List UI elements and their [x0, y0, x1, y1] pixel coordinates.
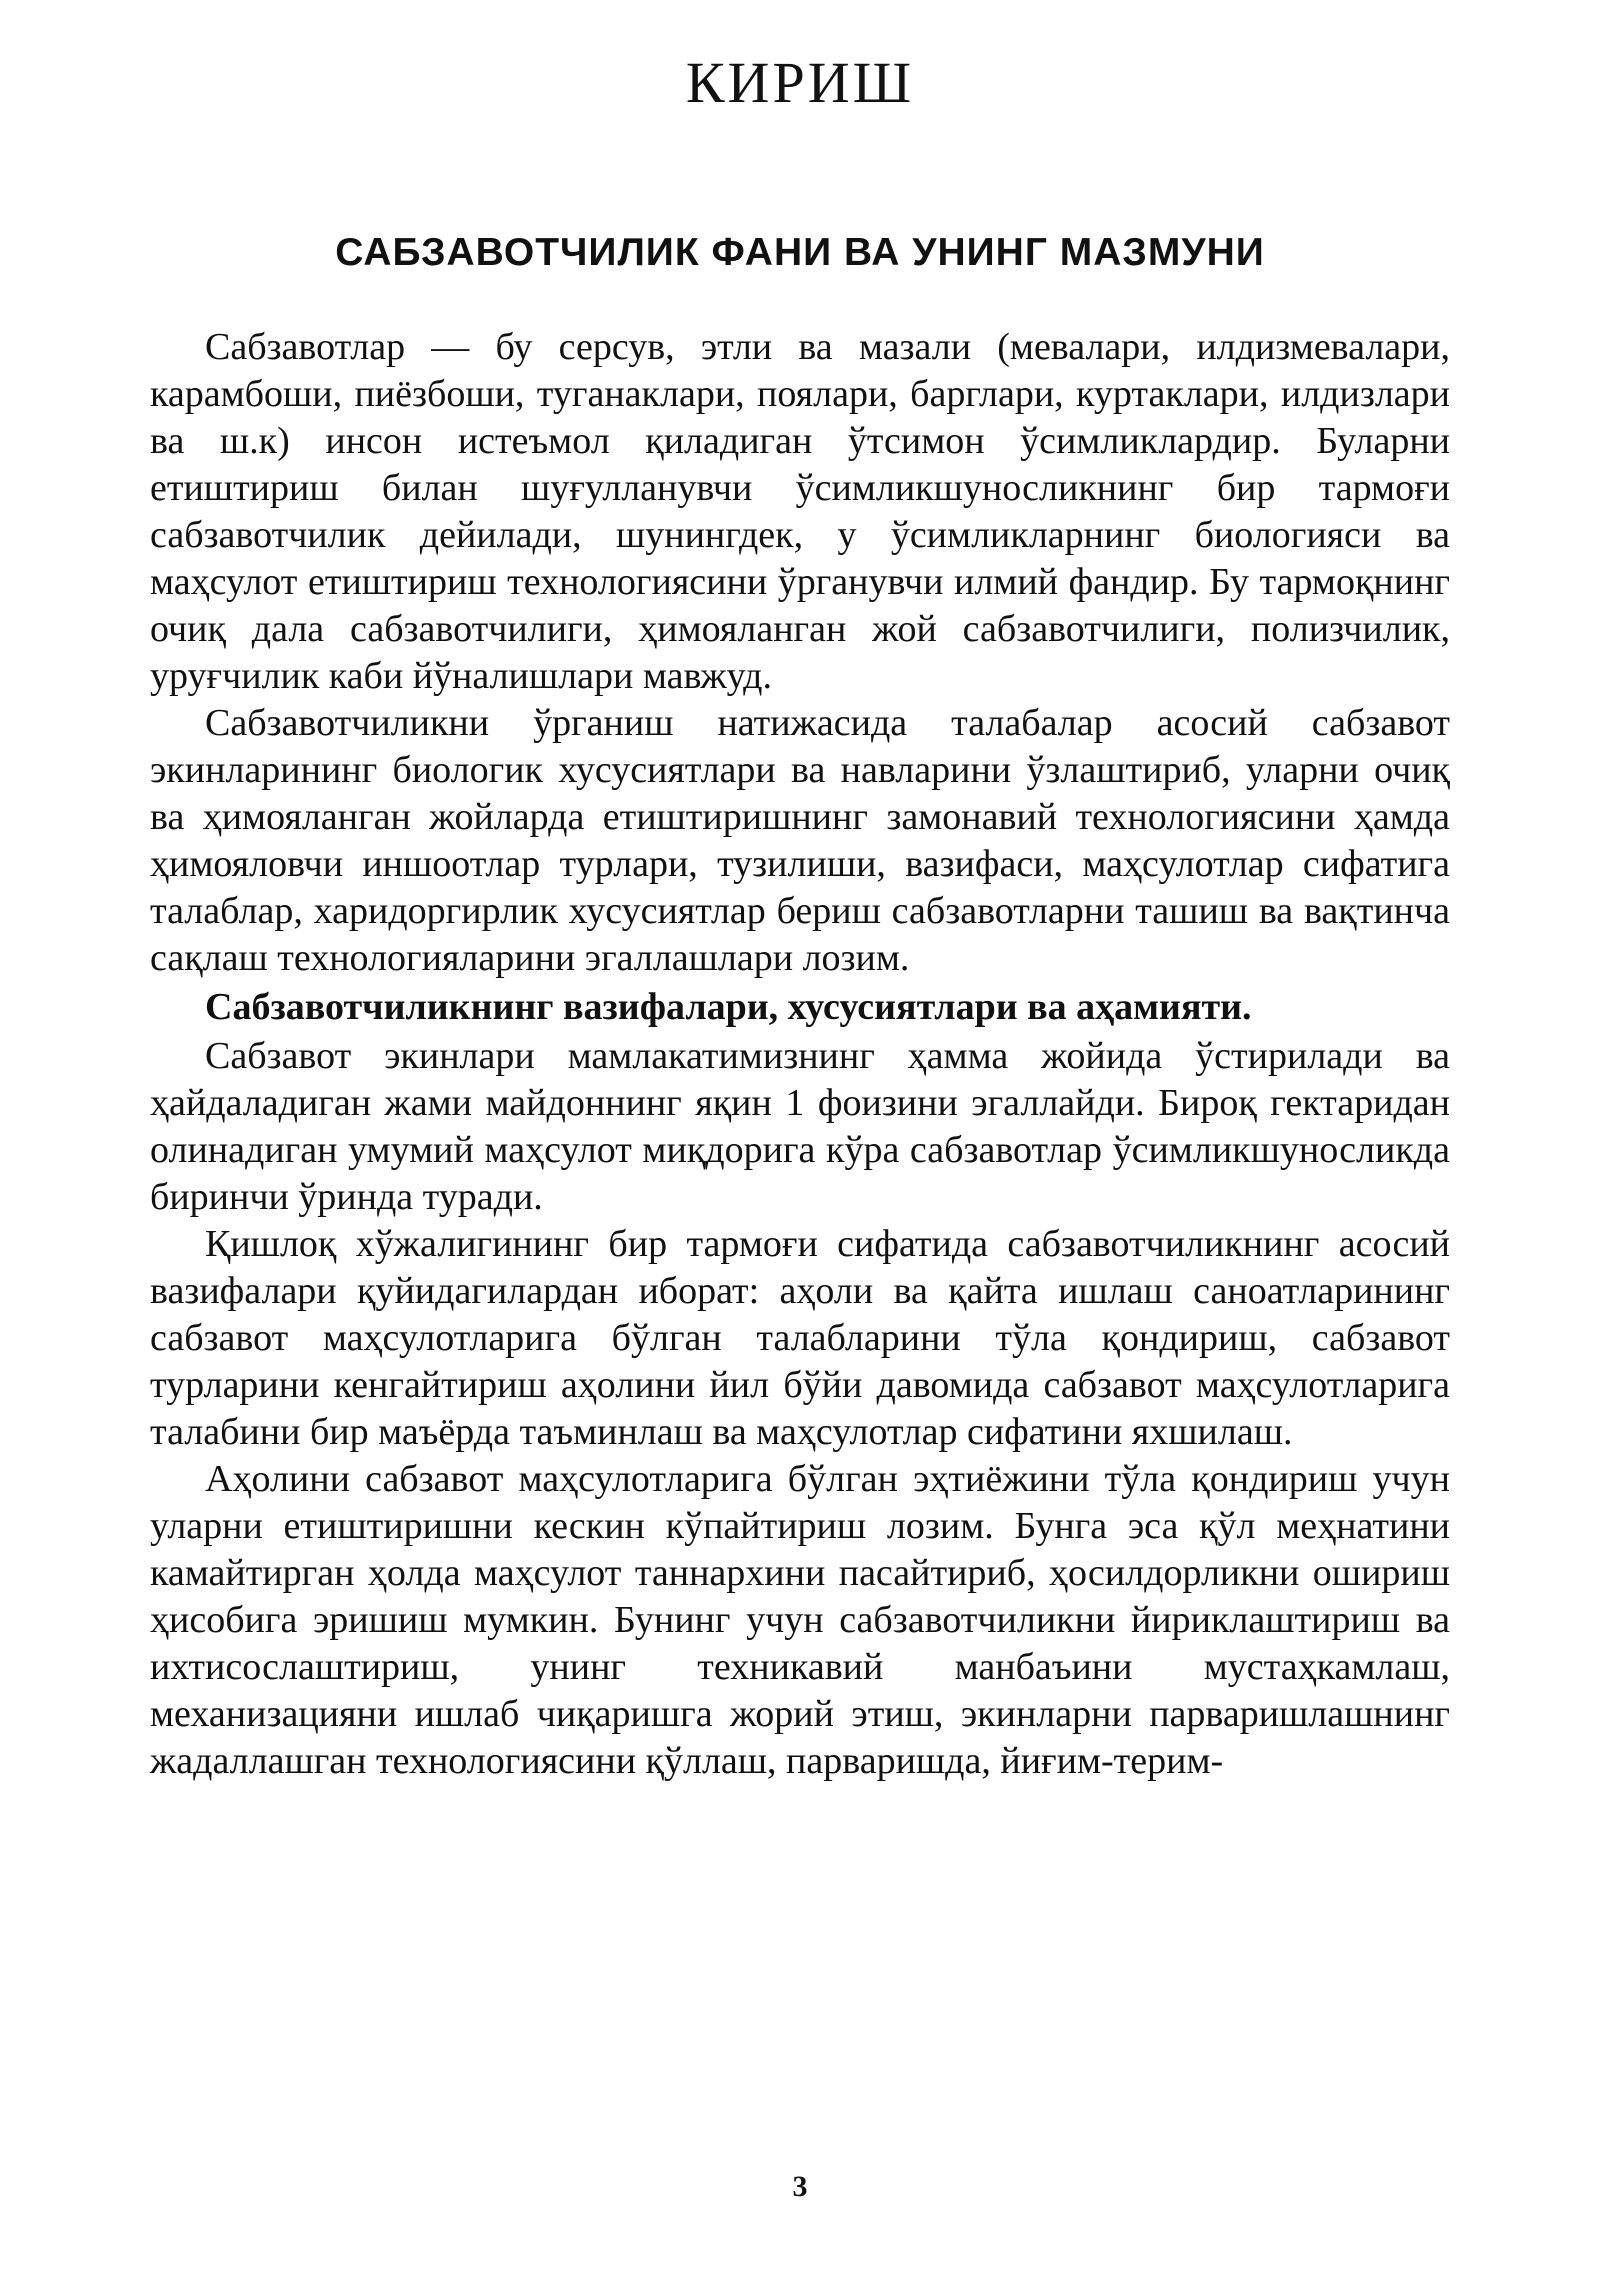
section-title: САБЗАВОТЧИЛИК ФАНИ ВА УНИНГ МАЗМУНИ	[335, 231, 1265, 274]
paragraph-intro: Сабзавотлар — бу серсув, этли ва мазали (мевалари, илдизмевалари, карамбоши, пиёзбоши, туганаклари, поялари, барглари, куртаклари, илдизлари ва ш.к) инсон истеъмол қиладиган ўтсимон ўсимликлардир. Буларни етиштириш билан шуғулланувчи ўсимликшуносликнинг бир тармоғи сабзавотчилик дейилади, шунингдек, у ўсимликларнинг биологияси ва маҳсулот етиштириш технологиясини ўрганувчи илмий фандир. Бу тармоқнинг очиқ дала сабзавотчилиги, ҳимояланган жой сабзавотчилиги, полизчилик, уруғчилик каби йўналишлари мавжуд.	[150, 326, 1450, 697]
subheading-tasks: Сабзавотчиликнинг вазифалари, хусусиятлари ва аҳамияти.	[205, 986, 1252, 1028]
page-number: 3	[792, 2170, 808, 2203]
paragraph-main-tasks: Қишлоқ хўжалигининг бир тармоғи сифатида сабзавотчиликнинг асосий вазифалари қуйидагилардан иборат: аҳоли ва қайта ишлаш саноатларининг сабзавот маҳсулотларига бўлган талабларини тўла қондириш, сабзавот турларини кенгайтириш аҳолини йил бўйи давомида сабзавот маҳсулотларига талабини бир маъёрда таъминлаш ва маҳсулотлар сифатини яхшилаш.	[150, 1223, 1450, 1453]
paragraph-crops-area: Сабзавот экинлари мамлакатимизнинг ҳамма жойида ўстирилади ва ҳайдаладиган жами майдоннинг яқин 1 фоизини эгаллайди. Бироқ гектаридан олинадиган умумий маҳсулот миқдорига кўра сабзавотлар ўсимликшуносликда биринчи ўринда туради.	[150, 1035, 1450, 1218]
chapter-title: КИРИШ	[685, 50, 915, 115]
book-page	[150, 40, 1450, 2240]
paragraph-study-goals: Сабзавотчиликни ўрганиш натижасида талабалар асосий сабзавот экинларининг биологик хусусиятлари ва навларини ўзлаштириб, уларни очиқ ва ҳимояланган жойларда етиштиришнинг замонавий технологиясини ҳамда ҳимояловчи иншоотлар турлари, тузилиши, вазифаси, маҳсулотлар сифатига талаблар, харидоргирлик хусусиятлар бериш сабзавотларни ташиш ва вақтинча сақлаш технологияларини эгаллашлари лозим.	[150, 702, 1450, 979]
paragraph-population-needs: Аҳолини сабзавот маҳсулотларига бўлган эҳтиёжини тўла қондириш учун уларни етиштиришни кескин кўпайтириш лозим. Бунга эса қўл меҳнатини камайтирган ҳолда маҳсулот таннархини пасайтириб, ҳосилдорликни ошириш ҳисобига эришиш мумкин. Бунинг учун сабзавотчиликни йириклаштириш ва ихтисослаштириш, унинг техникавий манбаъини мустаҳкамлаш, механизацияни ишлаб чиқаришга жорий этиш, экинларни парваришлашнинг жадаллашган технологиясини қўллаш, парваришда, йиғим-терим-	[150, 1458, 1450, 1782]
